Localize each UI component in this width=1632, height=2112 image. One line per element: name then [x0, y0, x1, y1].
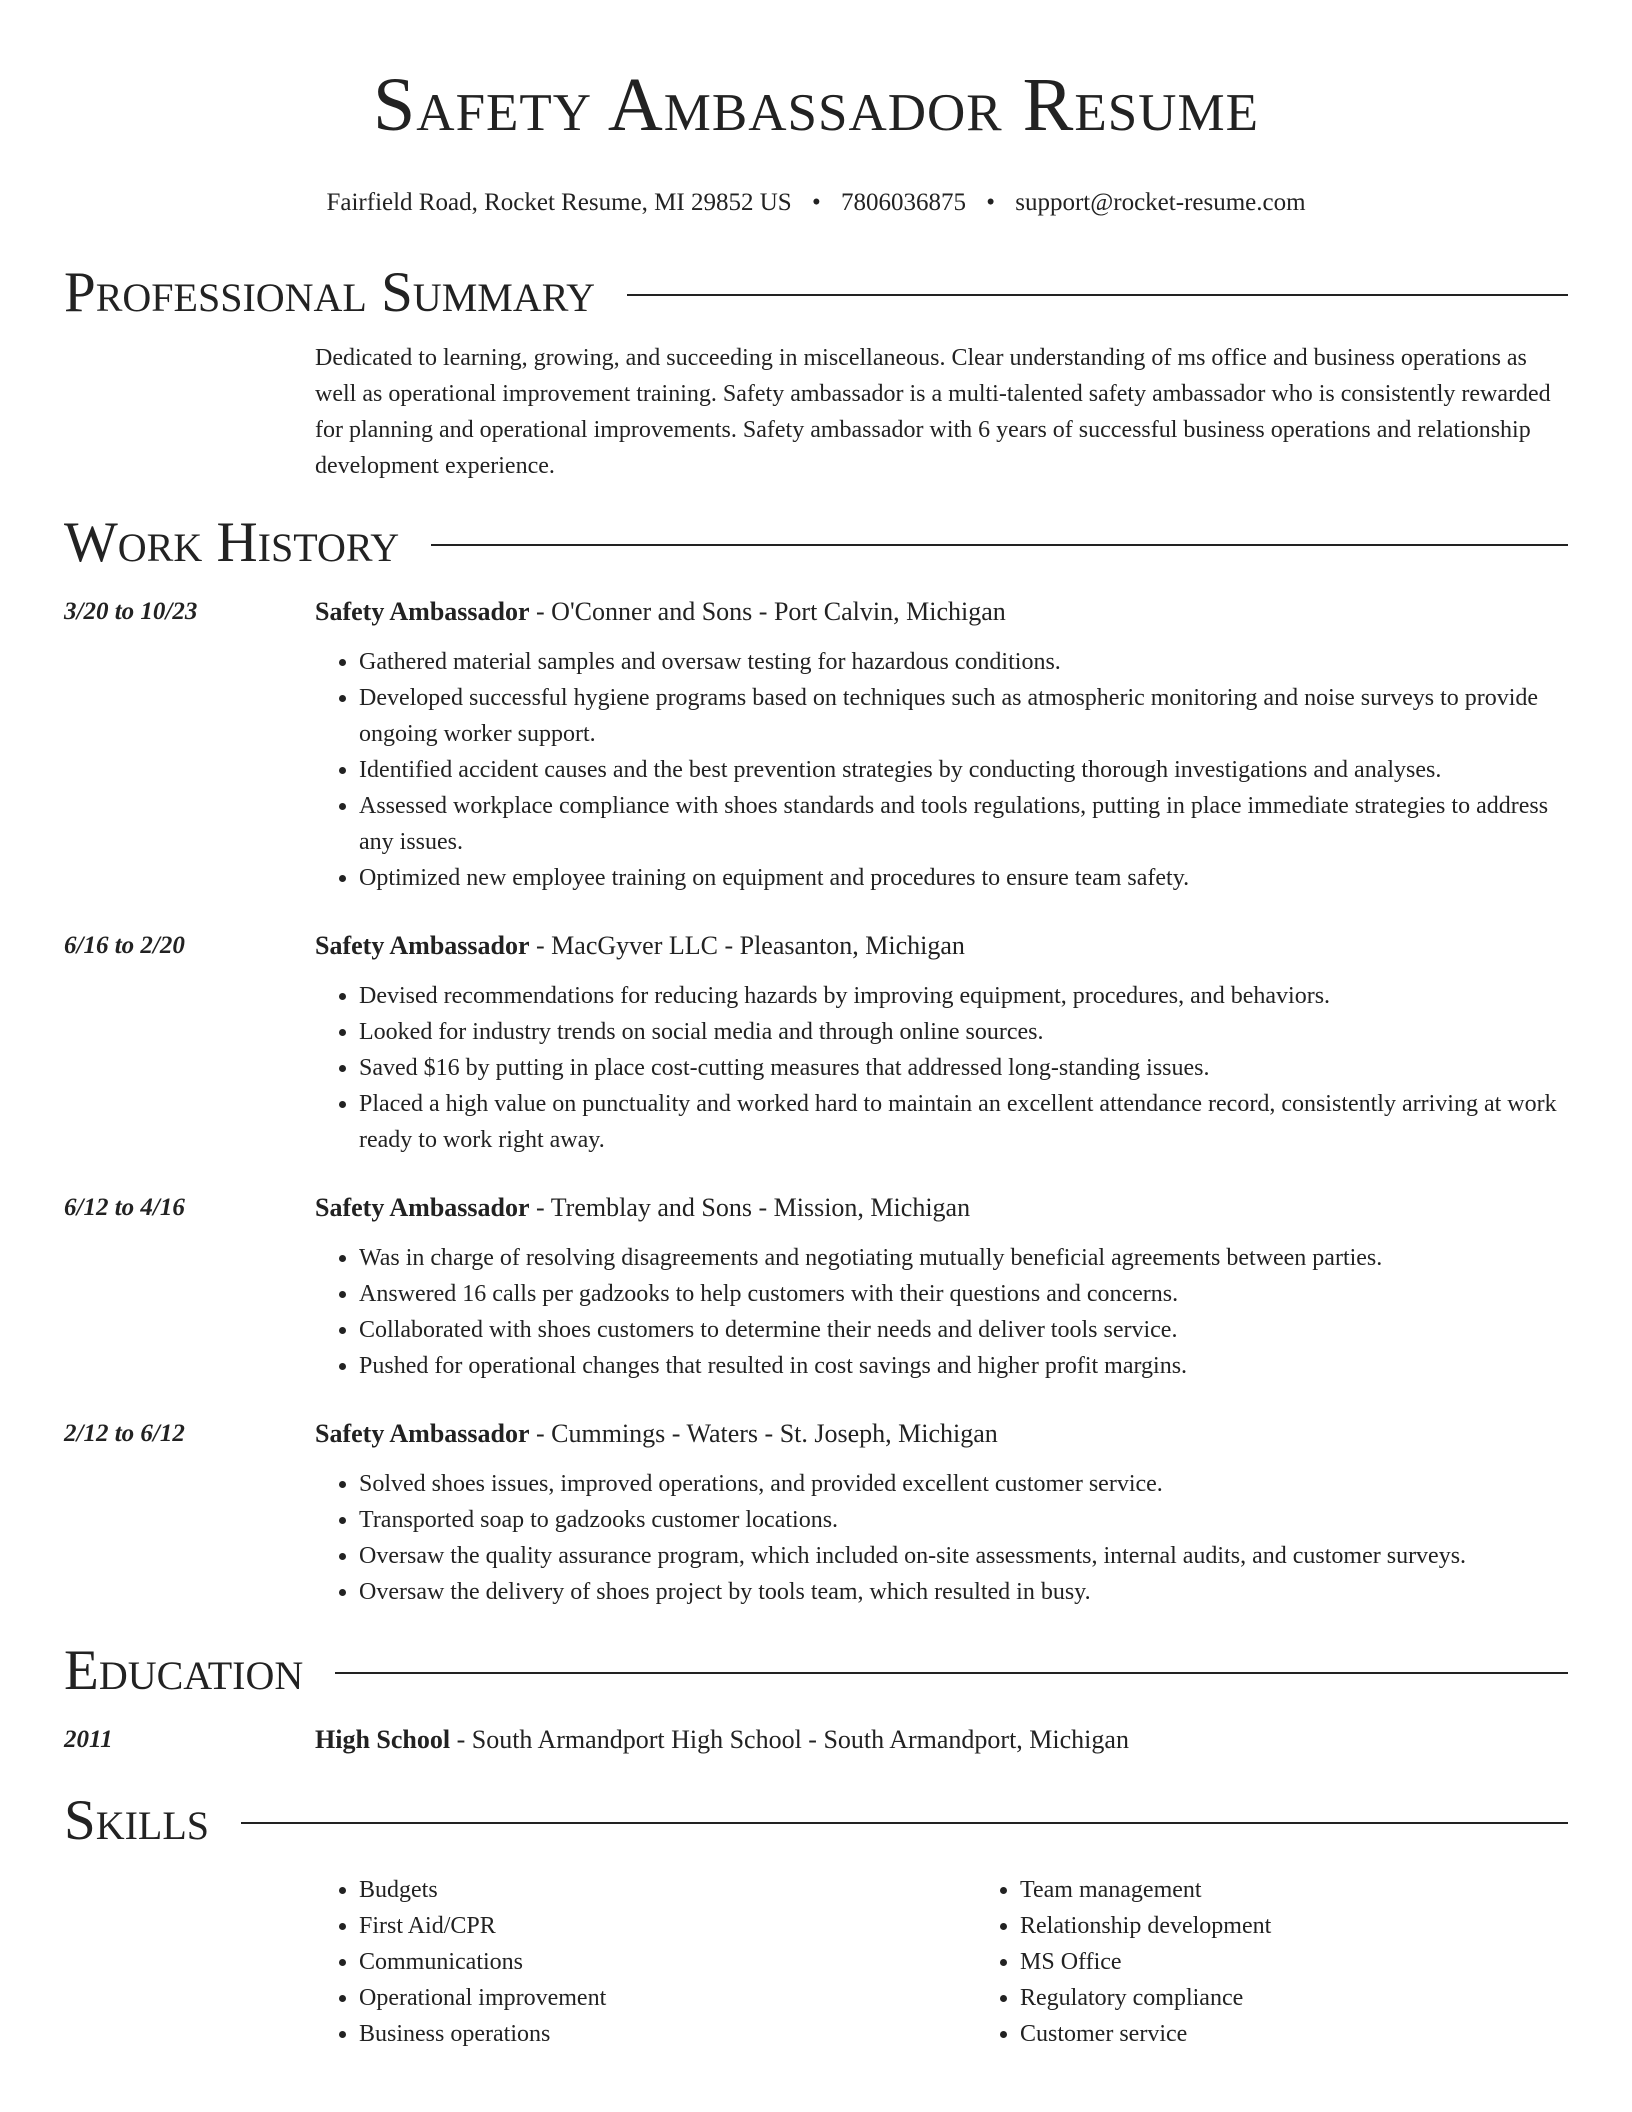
- job-bullets: [315, 1466, 1568, 1610]
- job-title: Safety Ambassador: [315, 931, 530, 960]
- work-header: [64, 508, 1568, 578]
- skills-header: [64, 1786, 1568, 1856]
- skill-item: • Budgets: [359, 1872, 976, 1908]
- job-dates: 6/16 to 2/20: [64, 932, 185, 959]
- skills-list-left: [315, 1872, 976, 2052]
- summary-spacer: [64, 340, 315, 484]
- skills-spacer: [64, 1872, 315, 2052]
- job-entry: [64, 1416, 1568, 1610]
- education-degree: High School: [315, 1725, 451, 1754]
- job-bullet: • Oversaw the quality assurance program, which included on-site assessments, internal audits, and customer surveys.: [359, 1538, 1568, 1574]
- skill-item: • Regulatory compliance: [1020, 1980, 1632, 2016]
- section-rule: [431, 544, 1568, 546]
- skill-item: • First Aid/CPR: [359, 1908, 976, 1944]
- summary-section: [64, 258, 1568, 484]
- job-bullets: [315, 644, 1568, 896]
- job-details: - O'Conner and Sons - Port Calvin, Michigan: [529, 597, 1006, 626]
- skill-item: • Relationship development: [1020, 1908, 1632, 1944]
- skill-item: • Team management: [1020, 1872, 1632, 1908]
- education-entry: [64, 1722, 1568, 1758]
- summary-text: Dedicated to learning, growing, and succeeding in miscellaneous. Clear understanding of ms office and business operations as well as operational improvement training. Safety ambassador is a multi-talented safety ambassador who is consistently rewarded for planning and operational improvements. Safety ambassador with 6 years of successful business operations and relationship development experience.: [315, 345, 1551, 479]
- job-header: [315, 1416, 1568, 1452]
- contact-phone: 7806036875: [840, 189, 966, 216]
- job-entry: [64, 1190, 1568, 1384]
- job-bullet: • Placed a high value on punctuality and worked hard to maintain an excellent attendance record, consistently arriving at work ready to work right away.: [359, 1086, 1568, 1158]
- job-header: [315, 594, 1568, 630]
- job-bullet: • Transported soap to gadzooks customer locations.: [359, 1502, 1568, 1538]
- education-year: 2011: [64, 1726, 113, 1753]
- job-bullet: • Solved shoes issues, improved operations, and provided excellent customer service.: [359, 1466, 1568, 1502]
- skills-section: [64, 1786, 1568, 2052]
- job-dates: 3/20 to 10/23: [64, 598, 198, 625]
- contact-separator: •: [811, 189, 821, 216]
- job-details: - Cummings - Waters - St. Joseph, Michigan: [529, 1419, 998, 1448]
- resume-title: Safety Ambassador Resume: [373, 63, 1259, 147]
- job-bullets: [315, 1240, 1568, 1384]
- job-bullet: • Optimized new employee training on equipment and procedures to ensure team safety.: [359, 860, 1568, 896]
- job-title: Safety Ambassador: [315, 1193, 530, 1222]
- job-bullet: • Oversaw the delivery of shoes project by tools team, which resulted in busy.: [359, 1574, 1568, 1610]
- job-bullet: • Looked for industry trends on social media and through online sources.: [359, 1014, 1568, 1050]
- job-title: Safety Ambassador: [315, 597, 530, 626]
- education-body: [315, 1722, 1568, 1758]
- education-heading: Education: [64, 1639, 304, 1702]
- skill-item: • Customer service: [1020, 2016, 1632, 2052]
- skill-item: • MS Office: [1020, 1944, 1632, 1980]
- skills-columns: [315, 1872, 1632, 2052]
- skill-item: • Business operations: [359, 2016, 976, 2052]
- job-body: [315, 928, 1568, 1158]
- job-bullet: • Saved $16 by putting in place cost-cutting measures that addressed long-standing issues.: [359, 1050, 1568, 1086]
- job-title: Safety Ambassador: [315, 1419, 530, 1448]
- contact-email: support@rocket-resume.com: [1015, 189, 1306, 216]
- job-dates: 6/12 to 4/16: [64, 1194, 185, 1221]
- job-body: [315, 594, 1568, 896]
- summary-row: [64, 340, 1568, 484]
- section-rule: [241, 1822, 1568, 1824]
- job-entry: [64, 594, 1568, 896]
- education-section: [64, 1636, 1568, 1758]
- education-header: [64, 1636, 1568, 1706]
- job-bullet: • Was in charge of resolving disagreements and negotiating mutually beneficial agreements between parties.: [359, 1240, 1568, 1276]
- job-body: [315, 1416, 1568, 1610]
- job-bullet: • Assessed workplace compliance with shoes standards and tools regulations, putting in place immediate strategies to address any issues.: [359, 788, 1568, 860]
- contact-line: [0, 188, 1632, 218]
- work-section: [64, 508, 1568, 1610]
- job-header: [315, 928, 1568, 964]
- job-bullet: • Gathered material samples and oversaw testing for hazardous conditions.: [359, 644, 1568, 680]
- job-bullet: • Identified accident causes and the best prevention strategies by conducting thorough investigations and analyses.: [359, 752, 1568, 788]
- contact-separator: •: [986, 189, 995, 216]
- job-entry: [64, 928, 1568, 1158]
- work-heading: Work History: [64, 511, 400, 574]
- summary-heading: Professional Summary: [64, 261, 596, 324]
- job-dates: 2/12 to 6/12: [64, 1420, 185, 1447]
- job-bullets: [315, 978, 1568, 1158]
- job-bullet: • Devised recommendations for reducing hazards by improving equipment, procedures, and behaviors.: [359, 978, 1568, 1014]
- job-bullet: • Developed successful hygiene programs based on techniques such as atmospheric monitoring and noise surveys to provide ongoing worker support.: [359, 680, 1568, 752]
- job-bullet: • Collaborated with shoes customers to determine their needs and deliver tools service.: [359, 1312, 1568, 1348]
- summary-header: [64, 258, 1568, 328]
- skill-item: • Operational improvement: [359, 1980, 976, 2016]
- skill-item: • Communications: [359, 1944, 976, 1980]
- contact-address: Fairfield Road, Rocket Resume, MI 29852 US: [326, 189, 792, 216]
- job-details: - MacGyver LLC - Pleasanton, Michigan: [529, 931, 965, 960]
- job-details: - Tremblay and Sons - Mission, Michigan: [529, 1193, 971, 1222]
- skills-row: [64, 1872, 1568, 2052]
- skills-heading: Skills: [64, 1789, 210, 1852]
- job-bullet: • Pushed for operational changes that resulted in cost savings and higher profit margins.: [359, 1348, 1568, 1384]
- job-body: [315, 1190, 1568, 1384]
- education-details: - South Armandport High School - South Armandport, Michigan: [450, 1725, 1129, 1754]
- job-bullet: • Answered 16 calls per gadzooks to help customers with their questions and concerns.: [359, 1276, 1568, 1312]
- section-rule: [335, 1672, 1568, 1674]
- job-header: [315, 1190, 1568, 1226]
- skills-list-right: [976, 1872, 1632, 2052]
- section-rule: [627, 294, 1568, 296]
